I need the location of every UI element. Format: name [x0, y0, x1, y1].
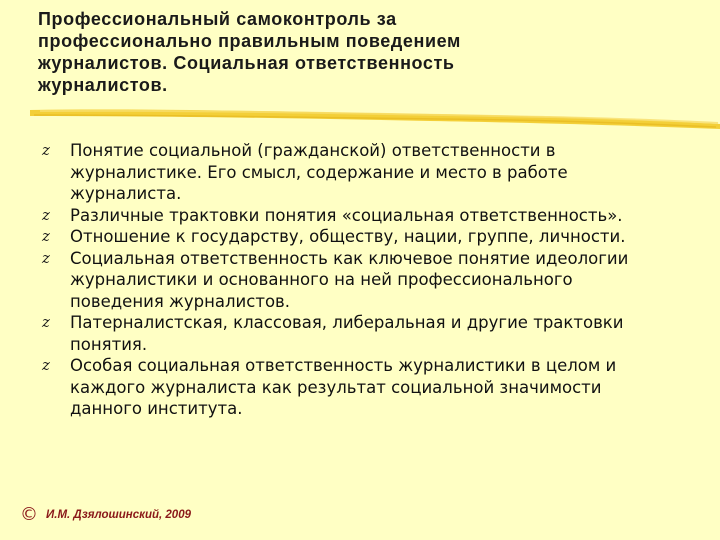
title-line: журналистов. Социальная ответственность [38, 53, 455, 73]
bullet-text-line: Понятие социальной (гражданской) ответственности в [70, 141, 556, 160]
bullet-text-line: данного института. [70, 399, 243, 418]
z-bullet-icon: z [42, 313, 50, 331]
bullet-text-line: понятия. [70, 334, 148, 354]
z-bullet-icon: z [42, 205, 50, 224]
bullet-item [42, 355, 672, 420]
title-line: Профессиональный самоконтроль за [38, 9, 397, 29]
bullet-item [42, 140, 672, 205]
bullet-text-line: Социальная ответственность как ключевое понятие идеологии [70, 248, 629, 268]
bullet-text-line: Особая социальная ответственность журналистики в целом и [70, 356, 617, 375]
footer [20, 504, 191, 526]
copyright-icon: © [20, 504, 38, 525]
title-line: журналистов. [38, 75, 168, 95]
bullet-item [42, 312, 672, 355]
bullet-text-line: поведения журналистов. [70, 291, 291, 311]
title-line: профессионально правильным поведением [38, 31, 461, 51]
z-bullet-icon: z [42, 248, 50, 267]
slide-title [38, 8, 638, 96]
title-underline-brush [30, 102, 720, 132]
bullet-text-line: журналистики и основанного на ней профессионального [70, 270, 573, 289]
bullet-text-line: каждого журналиста как результат социальной значимости [70, 377, 602, 397]
bullet-item [42, 205, 672, 227]
bullet-text-line: журналиста. [70, 184, 182, 203]
z-bullet-icon: z [42, 141, 50, 159]
bullet-text-line: Различные трактовки понятия «социальная ответственность». [70, 205, 623, 225]
z-bullet-icon: z [42, 356, 50, 374]
bullet-list [42, 140, 672, 420]
bullet-text-line: Отношение к государству, обществу, нации, группе, личности. [70, 227, 626, 246]
bullet-item [42, 248, 672, 313]
bullet-text-line: журналистике. Его смысл, содержание и место в работе [70, 162, 568, 182]
bullet-text-line: Патерналистская, классовая, либеральная и другие трактовки [70, 313, 624, 332]
z-bullet-icon: z [42, 227, 50, 245]
bullet-item [42, 226, 672, 248]
footer-author: И.М. Дзялошинский, 2009 [46, 509, 191, 521]
